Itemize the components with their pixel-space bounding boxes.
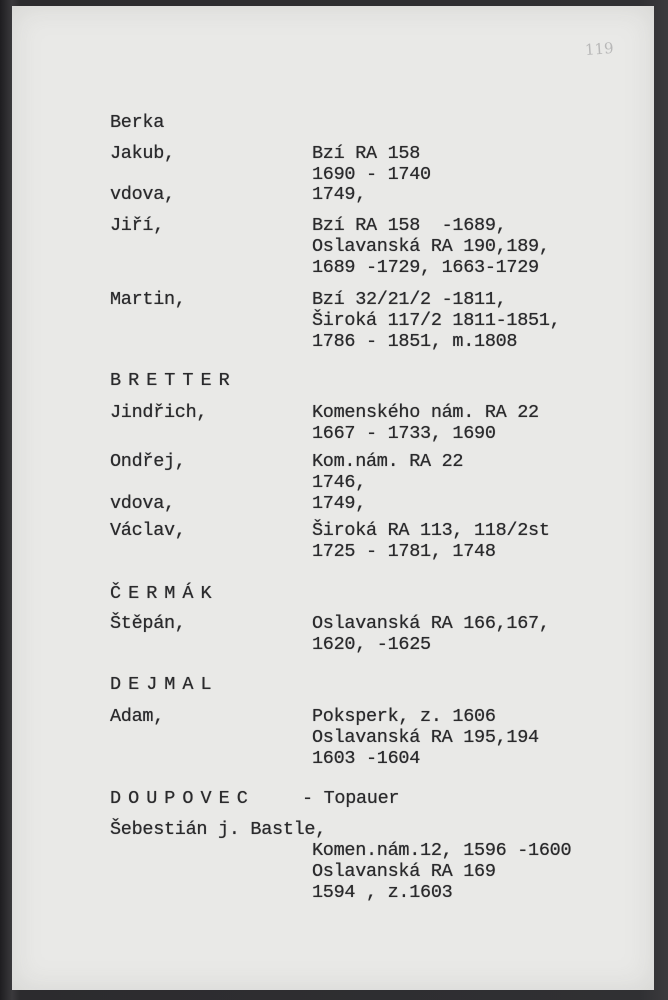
record-line: Bzí RA 158 -1689, [312, 215, 507, 236]
surname-heading: DEJMAL [110, 674, 219, 695]
record-line: 1725 - 1781, 1748 [312, 541, 496, 562]
page-number: 119 [584, 39, 615, 59]
record-line: Oslavanská RA 195,194 [312, 727, 539, 748]
record-line: Široká RA 113, 118/2st [312, 520, 550, 541]
record-line: Kom.nám. RA 22 [312, 451, 464, 472]
record-line: Komenského nám. RA 22 [312, 402, 539, 423]
record-line: 1690 - 1740 [312, 164, 431, 185]
record-line: 1749, [312, 184, 367, 205]
document-page [12, 6, 654, 990]
person-name: vdova, [110, 184, 175, 205]
surname-heading: ČERMÁK [110, 583, 219, 604]
person-name: Václav, [110, 520, 186, 541]
record-line: Komen.nám.12, 1596 -1600 [312, 840, 572, 861]
record-line: 1786 - 1851, m.1808 [312, 331, 518, 352]
record-line: Oslavanská RA 190,189, [312, 236, 550, 257]
person-name: Martin, [110, 289, 186, 310]
record-line: 1594 , z.1603 [312, 882, 453, 903]
person-name: Jindřich, [110, 402, 208, 423]
record-line: 1667 - 1733, 1690 [312, 423, 496, 444]
record-line: 1603 -1604 [312, 748, 421, 769]
person-name: vdova, [110, 493, 175, 514]
person-name: Jiří, [110, 215, 165, 236]
person-name: Jakub, [110, 143, 175, 164]
record-line: Oslavanská RA 166,167, [312, 613, 550, 634]
surname-alias: - Topauer [302, 788, 400, 809]
person-name: Šebestián j. Bastle, [110, 819, 327, 840]
record-line: Oslavanská RA 169 [312, 861, 496, 882]
record-line: 1746, [312, 472, 367, 493]
surname-heading: Berka [110, 112, 165, 133]
record-line: 1620, -1625 [312, 634, 431, 655]
person-name: Adam, [110, 706, 165, 727]
person-name: Ondřej, [110, 451, 186, 472]
surname-heading: DOUPOVEC [110, 788, 255, 809]
record-line: Poksperk, z. 1606 [312, 706, 496, 727]
record-line: Bzí 32/21/2 -1811, [312, 289, 507, 310]
record-line: Široká 117/2 1811-1851, [312, 310, 561, 331]
record-line: 1689 -1729, 1663-1729 [312, 257, 539, 278]
record-line: Bzí RA 158 [312, 143, 421, 164]
person-name: Štěpán, [110, 613, 186, 634]
record-line: 1749, [312, 493, 367, 514]
surname-heading: BRETTER [110, 370, 237, 391]
